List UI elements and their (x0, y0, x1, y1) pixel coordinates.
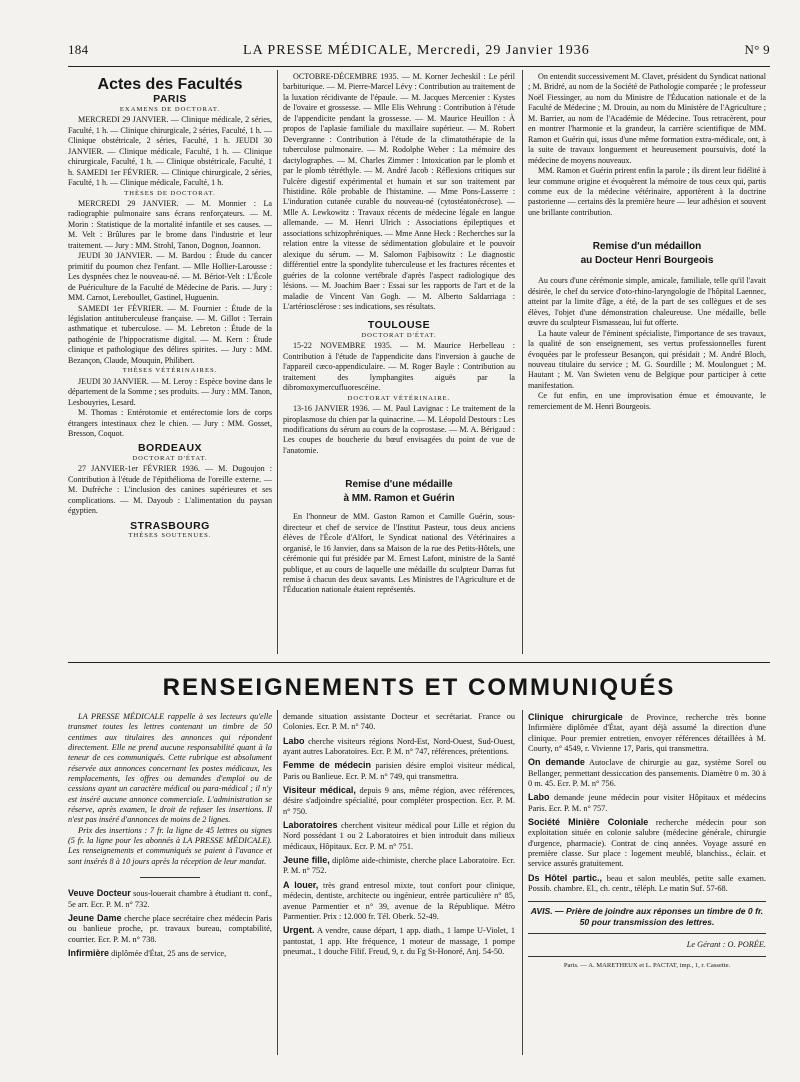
classified-ad-keyword: A louer, (283, 879, 319, 890)
column-divider (522, 70, 523, 654)
classified-ad-text: diplômée d'État, 25 ans de service, (111, 948, 227, 958)
classified-ad-keyword: Labo (528, 792, 550, 803)
paris-these-3: SAMEDI 1er FÉVRIER. — M. Fournier : Étude de la législation antituberculeuse française. — M. Gillot : Terrain asthmatique et tuberculose. — M. Lebreton : Étude de la pathogénie de l'hippocratisme digital. — M. Kern : Étude clinique et pathologique des délires spirites. — Jury : MM. Bezançon, Claude, Mouquin, Philibert. (68, 303, 272, 365)
classified-ad-text: diplôme aide-chimiste, cherche place Laboratoire. Ecr. P. M. n° 752. (283, 856, 515, 876)
classified-ad-keyword: Visiteur médical, (283, 785, 356, 796)
strasbourg-heading: STRASBOURG (130, 519, 210, 532)
classified-ad-text: demande jeune médecin pour visiter Hôpitaux et médecins Paris. Ecr. P. M. n° 757. (528, 793, 766, 813)
medaillon-bourgeois-para-2: La haute valeur de l'éminent spécialiste, l'importance de ses travaux, la qualité de son enseignement, ses vertus professionnelles furent évoquées par le professeur Besançon, qui présidait ; M. André Bloch, nouveau titulaire du service ; M. G. Sourdille ; M. Moulonguet ; M. Hautant ; M. Van Swieten venu de Belgique pour participer à cette manifestation. (528, 328, 766, 390)
medaillon-bourgeois-title-2: au Docteur Henri Bourgeois (580, 255, 714, 267)
paris-sub-theses: THÈSES DE DOCTORAT. (124, 189, 216, 197)
communiques-column-1 (68, 712, 272, 962)
paris-vet-1: JEUDI 30 JANVIER. — M. Leroy : Espèce bovine dans le département de la Somme ; ses produits. — Jury : MM. Tanon, Lesbouyries, Lesard. (68, 376, 272, 407)
medaillon-bourgeois-para-1: Au cours d'une cérémonie simple, amicale, familiale, telle qu'il l'avait désirée, le chef du service d'oto-rhino-laryngologie de l'hôpital Laennec, atteint par la limite d'âge, a été, de la part de ses collègues et de ses élèves, l'objet d'une démonstration chaleureuse. Une médaille, belle œuvre du sculpteur Fismasseau, lui fut offerte. (528, 276, 766, 328)
classified-ad-text: beau et salon meublés, petite salle examen. Possib. chambre. El., ch. centr., téléph. Le matin Suf. 57-68. (528, 873, 767, 894)
classified-ad (283, 785, 515, 817)
strasbourg-text: OCTOBRE-DÉCEMBRE 1935. — M. Korner Jecheskil : Le péril barbiturique. — M. Pierre-Marcel Lévy : Contribution au traitement de la luxation récidivante de l'épaule. — M. Jacques Mercenier : Kystes de l'ovaire et grossesse. — Mlle Elis Wehrung : Contribution à l'étude de l'appendicite pendant la grossesse. — M. Maurice Heuillon : À propos de l'aplasie familiale du maxillaire supérieur. — M. Robert Devergranne : Contribution à l'étude de la climatothérapie de la tuberculose pulmonaire. — M. Rodolphe Weber : La mémoire des dactylographes. — M. Charles Zimmer : Intoxication par le plomb et par le plomb tétréthyle. — M. André Jacob : Réflexions critiques sur l'ulcère digestif expérimental et humain et sur son traitement par l'histidine. Rôle probable de l'histamine. — Mme Pons-Lasserre : L'induration cutanée curable du nouveau-né (cytostéatonécrose). — Mlle A. Lewkowitz : Travaux récents de médecine légale en langue allemande. — M. Henri Ulrich : Associations épileptiques et associations schizophréniques. — Mme Anne Heck : Recherches sur la relation entre la vitesse de sédimentation globulaire et le pouvoir alexique du sérum. — M. Salomon Fajbisowitz : Le diagnostic différentiel entre la spondylite tuberculeuse et les fractures récentes et guéries de la colonne vertébrale d'après l'aspect radiologique des lésions. — M. Joachim Baer : Essai sur les rapports de l'art et de la maladie de Vincent Van Gogh. — M. Alberto Saldarriaga : L'artériosclérose : ses indications, ses résultats. (283, 72, 515, 311)
classified-ad-text: recherche médecin pour son exploitation située en colonie salubre (médecine générale, chirurgie d'urgence, pharmacie). Contrat de cinq années. Voyage assuré en première classe. Sur place : logement meublé, blanchiss., éclair. et service assurés gratuitement. (528, 818, 767, 869)
classified-ad-text: A vendre, cause départ, 1 app. diath., 1 lampe U-Violet, 1 pantostat, 1 app. Hte fréquence, 1 moteur de massage, 1 pompe pneumat., 1 douche Filif. Freud, 9, r. du Fg St-Honoré, Anj. 54-50. (283, 926, 515, 956)
medaille-ramon-title-2: à MM. Ramon et Guérin (343, 493, 455, 505)
renseignements-heading: RENSEIGNEMENTS ET COMMUNIQUÉS (162, 674, 676, 701)
paris-sub-vet: THÈSES VÉTÉRINAIRES. (122, 367, 218, 375)
toulouse-heading: TOULOUSE (367, 319, 431, 332)
classified-ad-keyword: Ds Hôtel partic., (528, 872, 602, 883)
classified-ad (528, 712, 766, 754)
classified-ad (283, 760, 515, 782)
medaille-ramon-para-2: On entendit successivement M. Clavet, président du Syndicat national ; M. Bridré, au nom de la Société de Pathologie comparée ; le professeur Noël Fiessinger, au nom du Ministre de l'Éducation nationale et de la Faculté de Médecine ; M. Drouin, au nom du Ministère de l'Agriculture ; M. Barrier, au nom de l'Académie de Médecine. Tous retracèrent, pour en montrer l'harmonie et la grandeur, la carrière scientifique de MM. Ramon et Guérin qui, issus d'une même formation extra-médicale, ont, à la suite de travaux longuement et heureusement poursuivis, doté la médecine de moyens nouveaux. (528, 72, 766, 165)
medaillon-bourgeois-title-1: Remise d'un médaillon (592, 241, 702, 253)
classified-ad-keyword: Urgent. (283, 925, 315, 936)
classified-ad (283, 820, 515, 852)
paris-sub-examens: EXAMENS DE DOCTORAT. (119, 105, 221, 113)
classified-ad-text: cherche place secrétaire chez médecin Paris ou banlieue proche, pr. travaux bureau, comptabilité, courrier. Ecr. P. M. n° 738. (68, 913, 272, 944)
classified-ad (283, 855, 515, 877)
classified-ad (68, 913, 272, 945)
classified-ad-keyword: Femme de médecin (283, 760, 372, 771)
toulouse-text-1: 15-22 NOVEMBRE 1935. — M. Maurice Herbelleau : Contribution à l'étude de l'appendicite dans l'inversion à gauche de l'appareil cæco-appendiculaire. — M. Roger Bayle : Contribution au traitement des lymphangites aiguës par la dibromoxymercufluorescéine. (283, 341, 515, 393)
avis-rule-bottom (528, 933, 766, 934)
gerant-line: Le Gérant : O. PORÉE. (686, 939, 766, 949)
classified-ad-text: sous-louerait chambre à étudiant tt. conf., 5e arr. Ecr. P. M. n° 732. (68, 889, 273, 909)
section-rule (68, 662, 770, 663)
issue-number: N° 9 (744, 42, 770, 57)
classified-ad-keyword: Laboratoires (283, 820, 338, 831)
classified-ad (283, 925, 515, 957)
classified-ad-text: de Province, recherche très bonne Infirmière diplômée d'État, ayant déjà assumé la direction d'une clinique. Pour premier entretien, envoyer références détaillées à M. Courty, n° 4549, r. Vivienne 17, Paris, qui transmettra. (528, 713, 766, 754)
page-number: 184 (68, 42, 89, 57)
classified-ad (68, 948, 272, 959)
communiques-intro: LA PRESSE MÉDICALE rappelle à ses lecteurs qu'elle transmet toutes les lettres contenant un timbre de 50 centimes aux titulaires des annonces qui répondent directement. Elle ne prend aucune responsabilité quant à la teneur de ces communiqués. Cette rubrique est absolument réservée aux annonces concernant les postes médicaux, les remplacements, les offres ou demandes d'emploi ou de cessions ayant un caractère médical ou para-médical ; il n'y est inséré aucune annonce commerciale. L'administration se réserve, après examen, le droit de refuser les insertions. Il n'est pas inséré d'annonces de moins de 2 lignes. (68, 712, 272, 825)
toulouse-sub-1: DOCTORAT D'ÉTAT. (361, 331, 437, 339)
short-divider (140, 877, 200, 878)
classified-ad (283, 880, 515, 922)
bordeaux-sub: DOCTORAT D'ÉTAT. (132, 454, 208, 462)
classified-ad-text: cherchent visiteur médical pour Lille et région du Nord possédant 1 ou 2 Laboratoires et bien introduit dans milieux médicaux, Hôpitaux. Ecr. P. M. n° 751. (283, 821, 515, 851)
medaille-ramon-para-1: En l'honneur de MM. Gaston Ramon et Camille Guérin, sous-directeur et chef de service de l'Institut Pasteur, tous deux anciens élèves de l'École d'Alfort, le Syndicat national des Vétérinaires a organisé, le 16 Janvier, dans sa Maison de la rue des Petits-Hôtels, une cérémonie qui fut présidée par M. Ernest Lafont, ministre de la Santé publique, et au cours de laquelle une médaille du sculpteur Darras fut remise à chacun des deux savants. Les Ministres de l'Agriculture et de l'Éducation nationale étaient représentés. (283, 512, 515, 595)
paris-these-2: JEUDI 30 JANVIER. — M. Bardou : Étude du cancer primitif du poumon chez l'enfant. — Mlle Hollier-Larousse : Les dyspnées chez le nouveau-né. — M. Bériot-Velt : L'École de Puériculture de la Faculté de Médecine de Paris. — Jury : MM. Carnot, Lereboullet, Gastinel, Huguenin. (68, 251, 272, 303)
classified-ad-text: Autoclave de chirurgie au gaz, système Sorel ou Bellanger, permettant dessiccation des pansements. Diamètre 0 m. 30 à 0 m. 45. Ecr. P. M. n° 756. (528, 758, 766, 789)
classified-ad-keyword: Veuve Docteur (68, 888, 131, 899)
bordeaux-heading: BORDEAUX (137, 442, 203, 455)
paris-heading: PARIS (153, 93, 187, 106)
classified-ad (528, 757, 766, 789)
medaille-ramon-title-1: Remise d'une médaille (345, 479, 453, 491)
classified-ad-text: cherche visiteurs régions Nord-Est, Nord-Ouest, Sud-Ouest, ayant autres Laboratoires. Ecr. P. M. n° 747, références, prétentions. (283, 736, 516, 757)
classified-ad (528, 873, 766, 895)
facultes-column-2 (283, 72, 515, 596)
classified-ad (68, 888, 272, 910)
classified-ad-text: parisien désire emploi visiteur médical, Paris ou Banlieue. Ecr. P. M. n° 749, qui transmettra. (283, 761, 515, 781)
classified-ad (528, 792, 766, 814)
toulouse-sub-2: DOCTORAT VÉTÉRINAIRE. (347, 394, 451, 402)
header-rule (68, 66, 770, 67)
bordeaux-text: 27 JANVIER-1er FÉVRIER 1936. — M. Dugoujon : Contribution à l'étude de l'épithélioma de l'oreille externe. — M. Dufrèche : L'inclusion des canines supérieures et ses complications. — M. Dayoub : L'alimentation du paysan égyptien. (68, 464, 272, 516)
imprimeur-line: Paris. — A. MARETHEUX et L. PACTAT, imp., 1, r. Cassette. (563, 961, 731, 969)
classified-ad-keyword: Jeune fille, (283, 855, 330, 866)
communiques-column-2 (283, 712, 515, 960)
classified-ad-keyword: Clinique chirurgicale (528, 712, 623, 722)
classified-ad-text: depuis 9 ans, même région, avec références, désire s'adjoindre spécialité, pour compléter prospection. Ecr. P. M. n° 750. (283, 786, 515, 816)
communiques-prices: Prix des insertions : 7 fr. la ligne de 45 lettres ou signes (5 fr. la ligne pour les abonnés à LA PRESSE MÉDICALE). Les renseignements et communiqués se paient à l'avance et sont insérés 8 à 10 jours après la réception de leur mandat. (68, 825, 272, 866)
paris-these-1: MERCREDI 29 JANVIER. — M. Monnier : La radiographie pulmonaire sans écrans renforçateurs. — M. Morin : Statistique de la mortalité infantile et ses causes. — M. Velt : Brûlures par le brome dans l'industrie et leur traitement. — Jury : MM. Strohl, Tanon, Dognon, Joannon. (68, 198, 272, 250)
avis-notice: AVIS. — Prière de joindre aux réponses un timbre de 0 fr. 50 pour transmission des lettres. (530, 905, 764, 927)
classified-ad-text: très grand entresol mixte, tout confort pour clinique, médecin, dentiste, architecte ou ingénieur, entrée particulière n° 85, avenue Parmentier et n° 39, avenue de la République. Métro Parmentier. Prix : 12.000 fr. Tél. Oberk. 52-49. (283, 880, 515, 921)
strasbourg-sub: THÈSES SOUTENUES. (128, 532, 212, 540)
medaille-ramon-para-3: MM. Ramon et Guérin prirent enfin la parole ; ils dirent leur fidélité à leur commune origine et évoquèrent la mémoire de tous ceux qui, partis comme eux de la médecine vétérinaire, apportèrent à la doctrine pastorienne — certains dès la première heure — leur adhésion et souvent une brillante contribution. (528, 166, 766, 217)
classified-ad-keyword: Société Minière Coloniale (528, 817, 649, 828)
classified-ad-keyword: On demande (528, 757, 585, 768)
facultes-column-3 (528, 72, 766, 412)
column-divider (522, 710, 523, 1055)
column-divider (277, 710, 278, 1055)
classified-ad-keyword: Jeune Dame (68, 912, 122, 923)
toulouse-text-2: 13-16 JANVIER 1936. — M. Paul Lavignac : Le traitement de la piroplasmose du chien par la quinacrine. — M. Léopold Destours : Les modifications du sérum au cours de la coprostase. — M. A. Bérigaud : Les coupes de boucherie du bœuf envisagées du point de vue de l'anatomie. (283, 404, 515, 455)
classified-ad (528, 817, 766, 870)
communiques-column-3 (528, 712, 766, 971)
avis-rule-top (528, 901, 766, 902)
column-divider (277, 70, 278, 654)
classified-ad (283, 712, 515, 733)
page-header (68, 42, 770, 64)
classified-ad-keyword: Infirmière (68, 947, 110, 958)
paris-exams: MERCREDI 29 JANVIER. — Clinique médicale, 2 séries, Faculté, 1 h. — Clinique chirurgicale, 2 séries, Faculté, 1 h. — Clinique obstétricale, 2 séries, Faculté, 1 h. JEUDI 30 JANVIER. — Clinique médicale, Faculté, 1 h. — Clinique chirurgicale, Faculté, 1 h. — Clinique obstétricale, Faculté, 1 h. SAMEDI 1er FÉVRIER. — Clinique chirurgicale, 2 séries, Faculté, 1 h. — Clinique médicale, Faculté, 1 h. (68, 115, 272, 188)
classified-ad-keyword: Labo (283, 735, 305, 746)
facultes-column-1 (68, 76, 272, 541)
facultes-heading: Actes des Facultés (97, 76, 243, 93)
publication-title: LA PRESSE MÉDICALE, Mercredi, 29 Janvier 1936 (243, 43, 590, 58)
classified-ad-text: demande situation assistante Docteur et secrétariat. France ou Colonies. Ecr. P. M. n° 740. (283, 712, 515, 732)
medaillon-bourgeois-para-3: Ce fut enfin, en une improvisation émue et émouvante, le remerciement de M. Henri Bourgeois. (528, 391, 766, 411)
paris-vet-2: M. Thomas : Entérotomie et entérectomie lors de corps étrangers intestinaux chez le chien. — Jury : MM. Gosset, Bresson, Coquot. (68, 408, 272, 438)
imprimeur-rule (528, 956, 766, 957)
classified-ad (283, 736, 515, 758)
